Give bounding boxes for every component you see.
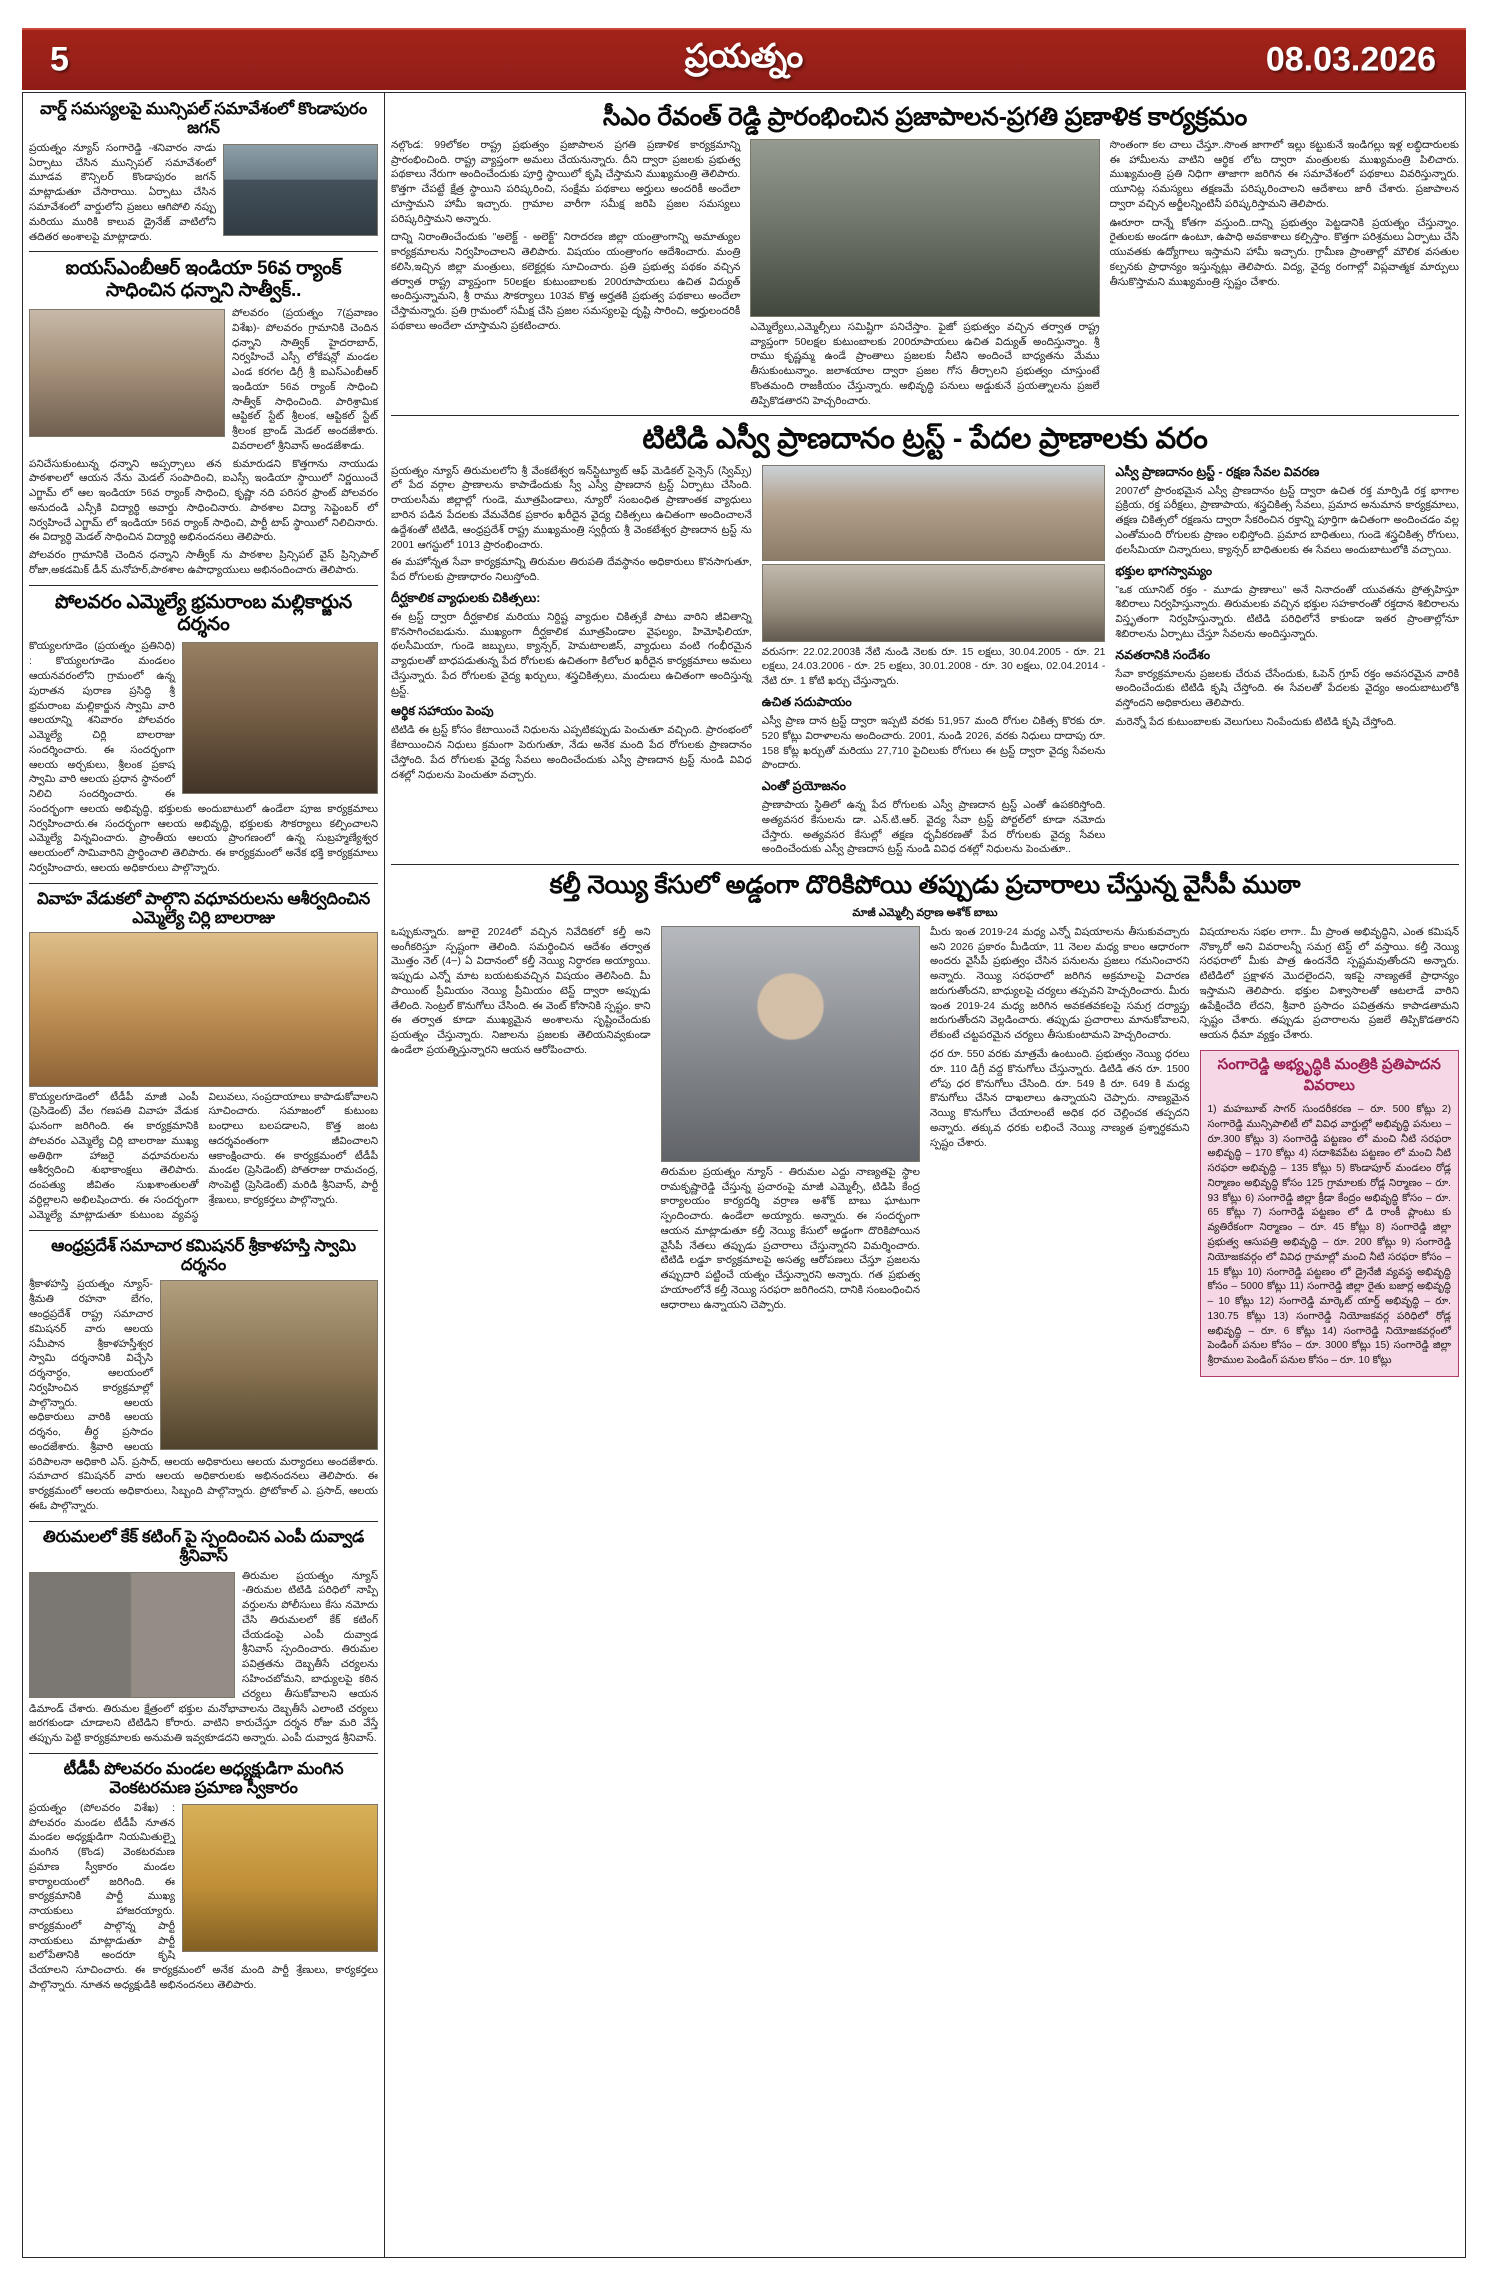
subheading-ttd-blood-services: ఎస్వీ ప్రాణదానం ట్రస్ట్ - రక్షణ సేవల వివరణ — [1115, 464, 1320, 479]
body-cm-col2: దాన్ని నిరాంతించేందుకు "అలెక్ట్ - అలెక్ట్" నిరాదరణ జిల్లా యంత్రాంగాన్ని అమాత్యుల కార్యక్రమాలను నిర్వహించాలని తెలిపారు. విషయం యంత్రాంగం ఆదేశించారు. మంత్రి కలిసి,ఇచ్చిన జిల్లా మంత్రులు, కలెక్టర్లకు సూచించారు. ప్రతి ప్రభుత్వ పథకం వచ్చిన తర్వాత రాష్ట్ర వ్యాప్తంగా 50లక్షల కుటుంబాలకు 200రూపాయలు ఉచిత విద్యుత్ అందిస్తున్నామని, శ్రీ రాము సౌకర్యాలు 103వ కొత్త అర్హతకి ప్రభుత్వ పథకాలు అందేలా చేస్తామన్నారు. ప్రతి గ్రామంలో సమీక్ష చేసి ప్రజల సమస్యలపై దృష్టి సారించి, అర్హులందరికీ పథకాలు అందేలా చూస్తామని ప్రకటించారు. — [391, 232, 741, 332]
publication-date: 08.03.2026 — [1265, 40, 1436, 79]
body-isbr-rank-2: పనిచేసుకుంటున్న ధన్నాని అప్పర్సాలు తన కుమారుడని కొత్తగాను నాయుడు పాఠశాలలో ఆయన నేను మెడల్ సంపాదించి, ఐఎస్సీ ఇండియా స్థాయిలో నిర్ణయించే ఎగ్జామ్ లో ఆల ఇండియా 56వ ర్యాంక్ సాధించి, కృష్ణా నది పరిసర ఫ్రాంట్ పోలవరం అనుదండి ఎన్సీకి విద్యార్థి అవార్డు సాధించినారు. పాఠశాల విద్యా సెప్టెంబర్ లో నిర్వహించే ఎగ్జామ్ లో ఇండియా 56వ ర్యాంక్ సాధించి, పార్టీ టాప్ స్థాయిలో నిలిచినారు. ఈ విద్యార్థి మెడల్ సాధించిన విద్యార్థి అభినందనలు తెలిపారు. — [29, 458, 378, 544]
article-ghee-case — [391, 871, 1459, 1377]
left-column — [23, 93, 385, 2257]
body-wedding: కొయ్యలగూడెంలో టీడీపీ మాజీ ఎంపీ (ప్రెసిడెంట్) వేల గణపతి వివాహ వేడుక ఘనంగా జరిగింది. ఈ కార్యక్రమానికి పోలవరం ఎమ్మెల్యే చిర్లి బాలరాజు ముఖ్య అతిథిగా హాజరై వధూవరులను ఆశీర్వదించి శుభాకాంక్షలు తెలిపారు. దంపత్యు జీవితం సుఖశాంతులతో వర్ధిల్లాలని అభిలషించారు. ఈ సందర్భంగా ఎమ్మెల్యే మాట్లాడుతూ కుటుంబ వ్యవస్థ విలువలు, సంప్రదాయాలు కాపాడుకోవాలని సూచించారు. సమాజంలో కుటుంబ బంధాలు బలపడాలని, కొత్త జంట ఆదర్శవంతంగా జీవించాలని ఆకాంక్షించారు. ఈ కార్యక్రమంలో టీడీపీ మండల (ప్రెసిడెంట్) పోతరాజు రామచంద్ర, సొంపెట్టి (ప్రెసిడెంట్) మరిడి శ్రీనివాస్, పార్టీ శ్రేణులు, కార్యకర్తలు పాల్గొన్నారు. — [29, 1091, 378, 1221]
body-cm-col1: నల్గొండ: 99లోకల రాష్ట్ర ప్రభుత్వం ప్రజాపాలన ప్రగతి ప్రణాళిక కార్యక్రమాన్ని ప్రారంభించింది. రాష్ట్ర వ్యాప్తంగా అమలు చేయనున్నారు. దీని ద్వారా ప్రజలకు ప్రభుత్వ పథకాలు నేరుగా అందించేందుకు పూర్తి స్థాయిలో కృషి చేస్తామని ముఖ్యమంత్రి తెలిపారు. కొత్తగా చేపట్టే క్షేత్ర స్థాయిని పరిష్కరించి, సంక్షేమ పథకాలు అర్హులు అందరికీ అందేలా చూస్తామని హామీ ఇచ్చారు. గ్రామాల వారీగా సమీక్ష జరిపి ప్రజల సమస్యలు పరిష్కరిస్తామని అన్నారు. — [391, 139, 741, 225]
body-ttd-free-facility: ఎస్వీ ప్రాణ దాన ట్రస్ట్ ద్వారా ఇప్పటి వరకు 51,957 మంది రోగుల చికిత్స కొరకు రూ. 520 కోట్లు విరాళాలను అందించారు. 2001, నుండి 2026, వరకు నిధులు దాదాపు రూ. 158 కోట్ల ఖర్చుతో మరియు 27,710 పైచిలుకు రోగులు ఈ ట్రస్ట్ ద్వారా వైద్య సేవలను పొందారు. — [761, 715, 1106, 772]
sangareddy-proposal-title: సంగారెడ్డి అభ్యృద్ధికి మంత్రికి ప్రతిపాదన వివరాలు — [1217, 1055, 1441, 1094]
body-ttd-closing: మరెన్నో పేద కుటుంబాలకు వెలుగులు నింపేందుకు టిటిడి కృషి చేస్తోంది. — [1115, 716, 1397, 728]
photo-students-award — [29, 309, 225, 437]
body-ghee-col1: ఒప్పుకున్నారు. జూలై 2024లో వచ్చిన నివేదికలో కల్తీ అని అంగీకరిస్తూ స్పష్టంగా తెలింది. సమర్థించిన ఆదేశం తర్వాత మొత్తం నెల్ (4౼) ఏ విదానంలో కల్తీ నెయ్యి నిర్ధారణ అయ్యాయి. ఇప్పుడు ఎన్నో మాట బయటకువచ్చిన విషయం తెలిసింది. మీ పాయింట్ ప్రీమియం నెయ్యి ప్రీమియం టెస్ట్ ద్వారా అప్పుడు తేలింది. సెంట్రల్ కొనుగోలు చేసింది. ఈ వెంట్ కోసానికి స్పష్టం. కాని ఈ తర్వాత కూడా ముఖ్యమైన అంశాలను సృష్టించేందుకు ప్రయత్నం చేస్తున్నారు. నిజాలను ప్రజలకు తెలియనివ్వకుండా ఉండేలా ప్రయత్నిస్తున్నారని ఆయన ఆరోపించారు. — [391, 926, 651, 1056]
subheading-ttd-devotee-participation: భక్తుల భాగస్వామ్యం — [1115, 563, 1213, 578]
divider — [391, 864, 1459, 865]
body-ttd-col1: ప్రయత్నం న్యూస్ తిరుమలలోని శ్రీ వేంకటేశ్వర ఇన్‌స్టిట్యూట్ ఆఫ్ మెడికల్ సైన్సెస్ (స్విమ్స్) లో పేద వర్గాల ప్రాణాలను కాపాడేందుకు స్వీ ఎస్వీ ప్రాణదాన ట్రస్ట్ ఏర్పాటు చేసింది. రాయలసీమ జిల్లాల్లో గుండె, మూత్రపిండాలు, న్యూరో సంబంధిత ప్రాణాంతక వ్యాధులు బారిన పడిన పేదలకు వేమవేదిక ప్రకారం ఖరీదైన వైద్య చికిత్సలు ఉచితంగా అందించాలనే ఉద్దేశంతో టిటిడి, ఆంధ్రప్రదేశ్ రాష్ట్ర ముఖ్యమంత్రి స్వర్గీయ శ్రీ వెంకటేశ్వర ప్రాణదాన ట్రస్ట్ ను 2001 ఆగస్టులో 1013 ప్రారంభించారు. — [391, 465, 752, 551]
photo-ashok-babu — [661, 926, 921, 1162]
caption-isbr-rank: పోలవరం గ్రామానికి చెందిన ధన్నాని సాత్వీక్ ను పాఠశాల ప్రిన్సిపల్ వైస్ ప్రిన్సిపాల్ రోజా,అకడమిక్ డీన్ మనోహర్,పాఠశాల ఉపాధ్యాయులు అభినందించారు తెలిపారు. — [29, 550, 378, 576]
article-wedding — [29, 890, 378, 1224]
headline-isbr-rank: ఐయస్ఎంబీఆర్ ఇండియా 56వ ర్యాంక్ సాధించిన ధన్నాని సాత్వీక్.. — [65, 258, 342, 302]
sangareddy-proposal-box — [1200, 1050, 1460, 1377]
article-cm-revanth — [391, 103, 1459, 409]
body-isbr-rank: పోలవరం (ప్రయత్నం 7(ప్రవాణం విశేఖ)- పోలవరం గ్రామానికి చెందిన ధన్నాని సాత్విక్ హైదరాబాద్, నిర్వహించే ఎస్సీ లోకేషన్లో మండల ఎండ కరగల డిగ్రీ శ్రీ ఐఎస్ఎంబీఆర్ ఇండియా 56వ ర్యాంక్ సాధించి సాత్వీక్ సాధించింది. పారిశ్రామిక ఆప్టికల్ స్టేట్ శ్రీలంక, ఆప్టికల్ స్టేట్ శ్రీలంక బ్రాండ్ మెడల్ అందజేశారు. వివరాలలో శ్రీనివాస్ అండజేశాడు. — [232, 307, 378, 452]
byline-ghee-case: మాజీ ఎమ్మెల్సీ వర్రాణ అశోక్ బాబు — [852, 906, 998, 919]
photo-temple-darshan — [182, 642, 378, 794]
subheading-ttd-benefit: ఎంతో ప్రయోజనం — [761, 779, 846, 794]
body-cm-col5: ఊరూరా దాన్నే కోతగా వస్తుంది..దాన్ని ప్రభుత్వం పెట్టడానికి ప్రయత్నం చేస్తున్నాం. రైతులకు అండగా ఉంటూ, ఉపాధి అవకాశాలు కల్పిస్తాం. కొత్తగా పరిశ్రమలు ఏర్పాటు చేసి యువతకు ఉద్యోగాలు ఇస్తామని హామీ ఇచ్చారు. గ్రామీణ ప్రాంతాల్లో మౌలిక వసతుల కల్పనకు ప్రాధాన్యం ఇస్తున్నట్లు తెలిపారు. విద్య, వైద్య రంగాల్లో విప్లవాత్మక మార్పులు తీసుకొస్తామని ముఖ్యమంత్రి స్పష్టం చేశారు. — [1109, 217, 1459, 288]
divider — [391, 415, 1459, 416]
headline-ttd-trust: టిటిడి ఎస్వీ ప్రాణదానం ట్రస్ట్ - పేదల ప్రాణాలకు వరం — [642, 423, 1208, 456]
article-isbr-rank — [29, 258, 378, 578]
photo-oath-ceremony — [182, 1804, 378, 1952]
headline-cm-revanth: సీఎం రేవంత్ రెడ్డి ప్రారంభించిన ప్రజాపాలన-ప్రగతి ప్రణాళిక కార్యక్రమం — [602, 103, 1248, 131]
body-ttd-col2: ఈ మహోన్నత సేవా కార్యక్రమాన్ని తిరుమల తిరుపతి దేవస్థానం అధికారులు కొనసాగుతూ, పేద రోగులకు ప్రాణాధారం నిలుస్తోంది. — [391, 557, 752, 584]
article-ttd-trust — [391, 423, 1459, 858]
article-oath-ceremony — [29, 1760, 378, 1994]
article-commissioner-darshan — [29, 1237, 378, 1515]
article-ward-municipal — [29, 100, 378, 245]
body-ttd-benefit: ప్రాణాపాయ స్థితిలో ఉన్న పేద రోగులకు ఎస్వీ ప్రాణదాన ట్రస్ట్ ఎంతో ఉపకరిస్తోంది. అత్యవసర కేసులను డా. ఎన్.టి.ఆర్. వైద్య సేవా ట్రస్ట్ పోర్టల్‌లో కూడా నమోదు చేస్తారు. అత్యవసర కేసుల్లో తక్షణ ధృవీకరణతో పేద రోగులకు వైద్య సేవలు అందించేందుకు ఎస్వీ ప్రాణదాస ట్రస్ట్ నుండి వివిధ దశల్లో నిధులను పెంచుతూ.. — [761, 800, 1106, 856]
photo-two-portraits — [29, 1572, 235, 1698]
body-ttd-blood-services: 2007లో ప్రారంభమైన ఎస్వీ ప్రాణదానం ట్రస్ట్ ద్వారా ఉచిత రక్త మార్పిడి రక్త భాగాల ప్రక్రియ, రక్త పరీక్షలు, ప్రాణాపాయ, శస్త్రచికిత్స సేవలు, ప్రమాద అనుమాన కార్యక్రమాలు, తక్షణ చికిత్సలో రక్షణను ద్వారా సేకరించిన రక్తాన్ని పూర్తిగా ఉచితంగా అందించడం వల్ల ఎంతోమంది రోగులకు ప్రాణం లభిస్తోంది. ప్రమాద బాధితులు, గుండె శస్త్రచికిత్స రోగులు, థలసీమియా చిన్నారులు, క్యాన్సర్ బాధితులకు ఈ సేవలు అందుబాటులోకి వచ్చాయి. — [1115, 485, 1459, 556]
divider — [29, 251, 378, 252]
body-ttd-devotee-participation: "ఒక యూనిట్ రక్తం - మూడు ప్రాణాలు" అనే నినాదంతో యువతను ప్రోత్సహిస్తూ శిబిరాలు నిర్వహిస్తున్నారు. తిరుమలకు వచ్చిన భక్తుల సహకారంతో రక్తదాన శిబిరాలను విస్తృతంగా నిర్వహిస్తున్నారు. టిటిడి పరిధిలోనే కాకుండా ఇతర ప్రాంతాల్లోనూ శిబిరాలను ఏర్పాటు చేస్తూ సేవలను అందిస్తున్నారు. — [1115, 584, 1459, 640]
paper-title: ప్రయత్నం — [684, 37, 804, 74]
photo-municipal-meeting — [223, 144, 378, 236]
body-ghee-col4: ధర రూ. 550 వరకు మాత్రమే ఉంటుంది. ప్రభుత్వం నెయ్యి ధరలు రూ. 110 డిగ్రీ వద్ద కొనుగోలు చేస్తున్నారు. డిటిడి తన రూ. 1500 లోపు ధర కొనుగోలు చేసింది. రూ. 549 కి రూ. 649 కి మధ్య కొనుగోలు చేసిన దాఖలాలు ఉన్నాయని చెప్పారు. నాణ్యమైన నెయ్యి కొనుగోలు చేయాలంటే అధిక ధర చెల్లించక తప్పదని అన్నారు. తక్కువ ధరకు లభించే నెయ్యి నాణ్యత ప్రశ్నార్థకమని స్పష్టం చేశారు. — [930, 1048, 1190, 1149]
photo-cm-program — [750, 139, 1099, 317]
article-tirumala-cake — [29, 1528, 378, 1747]
body-oath-ceremony: ప్రయత్నం (పోలవరం విశేఖ) : పోలవరం మండల టీడీపీ నూతన మండల అధ్యక్షుడిగా నియమితుల్నై మంగిన (కొండ) వెంకటరమణ ప్రమాణ స్వీకారం మండల కార్యాలయంలో జరిగింది. ఈ కార్యక్రమానికి పార్టీ ముఖ్య నాయకులు హాజరయ్యారు. కార్యక్రమంలో పాల్గొన్న పార్టీ నాయకులు మాట్లాడుతూ పార్టీ బలోపేతానికి అందరూ కృషి చేయాలని సూచించారు. ఈ కార్యక్రమంలో అనేక మంది పార్టీ శ్రేణులు, కార్యకర్తలు పాల్గొన్నారు. నూతన అధ్యక్షుడికి అభినందనలు తెలిపారు. — [29, 1802, 378, 1991]
article-polavaram-mla — [29, 592, 378, 877]
body-ttd-sub1: ఈ ట్రస్ట్ ద్వారా దీర్ఘకాలిక మరియు నిర్దిష్ట వ్యాధుల చికిత్సకే పాటు వారిని జీవితాన్ని కొనసాగించబడును. ముఖ్యంగా దీర్ఘకాలిక మూత్రపిండాల వైఫల్యం, హిమోఫిలియా, థలసీమియా, గుండె జబ్బులు, క్యాన్సర్, హెమటాలజిస్, వ్యాధులు వంటి గంభీరమైన వ్యాధులతో బాధపడుతున్న పేద రోగులకు ఉచితంగా కిలోలర ఖరీదైన కార్యక్రమాలు అమలు చేస్తున్నారు. పేద రోగులకు వైద్య ఖర్చులు, శస్త్రచికిత్సలు, మందులు ఉచితంగా అందిస్తున్న ట్రస్ట్. — [391, 611, 752, 697]
divider — [29, 585, 378, 586]
divider — [29, 1753, 378, 1754]
body-tirumala-cake: తిరుమల ప్రయత్నం న్యూస్ -తిరుమల టిటిడి పరిధిలో నాప్పి వర్తులను పోలీసులు కేసు నమోదు చేసి తిరుమలలో కేక్ కటింగ్ చేయడంపై ఎంపీ దువ్వాడ శ్రీనివాస్ స్పందించారు. తిరుమల పవిత్రతను దెబ్బతీసే చర్యలను సహించబోమని, బాధ్యులపై కఠిన చర్యలు తీసుకోవాలని ఆయన డిమాండ్ చేశారు. తిరుమల క్షేత్రంలో భక్తుల మనోభావాలను దెబ్బతీసే ఎలాంటి చర్యలు జరగకుండా చూడాలని టిటిడిని కోరారు. వాటిని కారుచేస్తూ దర్శన రోజు మరి వేస్తే తప్పును పెట్టి కార్యక్రమాలకు అనుమతి ఇవ్వకూడదని అన్నారు. ఎంపీ దువ్వాడ శ్రీనివాస్. — [29, 1570, 378, 1745]
divider — [29, 1230, 378, 1231]
body-commissioner-darshan: శ్రీకాళహస్తి ప్రయత్నం న్యూస్-శ్రీమతి రహనా బేగం, ఆంధ్రప్రదేశ్ రాష్ట్ర సమాచార కమిషనర్ వారు ఆలయ సమీపాన శ్రీకాళహస్తీశ్వర స్వామి దర్శనానికి విచ్చేసి దర్శనార్ధం, ఆలయంలో నిర్వహించిన కార్యక్రమాల్లో పాల్గొన్నారు. ఆలయ అధికారులు వారికి ఆలయ దర్శనం, తీర్థ ప్రసాదం అందజేశారు. శ్రీవారి ఆలయ పరిపాలనా అధికారి ఎస్. ప్రసాద్, ఆలయ అధికారులు ఆలయ మర్యాదలు అందజేశారు. సమాచార కమిషనర్ వారు ఆలయ అధికారులకు అభినందనలు తెలిపారు. ఈ కార్యక్రమంలో ఆలయ అధికారులు, సిబ్బంది పాల్గొన్నారు. ప్రోటోకాల్ ఎ. ప్రసాద్, ఆలయ ఈఓ పాల్గొన్నారు. — [29, 1279, 378, 1512]
body-ttd-sub2: టిటిడి ఈ ట్రస్ట్ కోసం కేటాయించే నిధులను ఎప్పటికప్పుడు పెంచుతూ వచ్చింది. ప్రారంభంలో కేటాయించిన నిధులు క్రమంగా పెరుగుతూ, నేడు అనేక మంది పేద రోగులకు ప్రాణదానం చేస్తోంది. పేద రోగులకు వైద్య సేవలు అందించేందుకు ఎస్వీ ప్రాణదాన ట్రస్ట్ నుండి వివిధ దశల్లో నిధులను పెంచుతూ వచ్చారు. — [391, 725, 752, 781]
page-number: 5 — [50, 40, 70, 79]
sangareddy-proposal-body: 1) మహబూబ్ సాగర్ సుందరీకరణ – రూ. 500 కోట్లు 2) సంగారెడ్డి మున్సిపాలిటీ లో వివిధ వార్డుల్లో అభివృద్ధి పనులు – రూ.300 కోట్లు 3) సంగారెడ్డి పట్టణం లో మంచి నీటి సరఫరా అభివృద్ధి – 170 కోట్లు 4) సదాశివపేట పట్టణం లో మంచి నీటి సరఫరా అభివృద్ధి – 135 కోట్లు 5) కొండాపూర్ మండలం రోడ్ల నిర్మాణం అభివృద్ధి కోసం 125 గ్రామాలకు రోడ్ల నిర్మాణం – రూ. 93 కోట్లు 6) సంగారెడ్డి జిల్లా క్రీడా కేంద్రం అభివృద్ధి కోసం – రూ. 65 కోట్లు 7) సంగారెడ్డి పట్టణం లో డి రాంకీ ప్లాంటు కు వ్యతిరేకంగా నిర్మాణం – రూ. 45 కోట్లు 8) సంగారెడ్డి జిల్లా ప్రభుత్వ ఆసుపత్రి అభివృద్ధి – రూ. 200 కోట్లు 9) సంగారెడ్డి నియోజకవర్గం లో వివిధ గ్రామాల్లో మంచి నీటి సరఫరా కోసం – 15 కోట్లు 10) సంగారెడ్డి పట్టణం లో డ్రైనేజీ వ్యవస్థ అభివృద్ధి కోసం – 5000 కోట్లు 11) సంగారెడ్డి జిల్లా రైతు బజార్ల అభివృద్ధి – 10 కోట్లు 12) సంగారెడ్డి మార్కెట్ యార్డ్ అభివృద్ధి – రూ. 130.75 కోట్లు 13) సంగారెడ్డి నియోజకవర్గ పరిధిలో రోడ్ల అభివృద్ధి – రూ. 6 కోట్లు 14) సంగారెడ్డి నియోజకవర్గంలో పెండింగ్ పనుల కోసం – రూ. 3000 కోట్లు 15) సంగారెడ్డి జిల్లా శ్రీరాముల పెండింగ్ పనుల కోసం – రూ. 10 కోట్లు — [1207, 1103, 1451, 1367]
divider — [29, 883, 378, 884]
headline-ward-municipal: వార్డ్ సమస్యలపై మున్సిపల్ సమావేశంలో కొండాపురం జగన్ — [39, 100, 368, 137]
body-ward-municipal: ప్రయత్నం న్యూస్ సంగారెడ్డి -శనివారం నాడు ఏర్పాటు చేసిన మున్సిపల్ సమావేశంలో మూడవ కౌన్సిలర్ కొండాపురం జగన్ మాట్లాడుతూ చేసారాయి. ఏర్పాటు చేసిన సమావేశంలో వార్డులోని ప్రజలు ఆగిపోలి నప్పు మరియు మురికి కాలువ డ్రైనేజ్ వాటిలోని తదితర అంశాలపై మాట్లాడారు. — [29, 142, 216, 243]
headline-oath-ceremony: టీడీపీ పోలవరం మండల అధ్యక్షుడిగా మంగిన వెంకటరమణ ప్రమాణ స్వీకారం — [63, 1759, 344, 1797]
main-column — [385, 93, 1465, 2257]
body-ttd-dates: వరుసగా: 22.02.2003కి నేటి నుండి నెలకు రూ. 15 లక్షలు, 30.04.2005 - రూ. 21 లక్షలు, 24.03.2006 - రూ. 25 లక్షలు, 30.01.2008 - రూ. 30 లక్షలు, 02.04.2014 - నేటి రూ. 1 కోటి ఖర్చు చేస్తున్నారు. — [761, 646, 1106, 688]
subheading-ttd-funding: ఆర్థిక సహాయం పెంపు — [391, 704, 494, 719]
body-ttd-message: సేవా కార్యక్రమాలను ప్రజలకు చేరువ చేసేందుకు, ఓపెన్ గ్రూప్ రక్తం అవసరమైన వారికి అందించేందుకు టిటిడి కృషి చేస్తోంది. ఈ సేవలతో పేదలకు వైద్యం అందుబాటులోకి వస్తోందని అధికారులు తెలిపారు. — [1115, 668, 1459, 710]
headline-commissioner-darshan: ఆంధ్రప్రదేశ్ సమాచార కమిషనర్ శ్రీకాళహస్తి స్వామి దర్శనం — [51, 1236, 356, 1274]
headline-wedding: వివాహ వేడుకలో పాల్గొని వధూవరులను ఆశీర్వదించిన ఎమ్మెల్యే చిర్లి బాలరాజు — [36, 889, 371, 927]
photo-wedding-ceremony — [29, 932, 378, 1087]
divider — [29, 1521, 378, 1522]
headline-polavaram-mla: పోలవరం ఎమ్మెల్యే భ్రమరాంబ మల్లికార్జున దర్శనం — [54, 591, 353, 635]
subheading-ttd-treatments: దీర్ఘకాలిక వ్యాధులకు చికిత్సలు: — [391, 590, 541, 605]
subheading-ttd-free-facility: ఉచిత సదుపాయం — [761, 694, 852, 709]
body-cm-col4: సొంతంగా కల చాలు చేస్తూ..సొంత జాగాలో ఇల్లు కట్టుకునే ఇండిగల్లు ఇళ్ల లబ్ధిదారులకు ఈ హామీలను వాటిని ఆర్థిక లోట ద్వారా మంత్రులకు ముఖ్యమంత్రి పిలిచారు. ముఖ్యమంత్రి ప్రతి నిధిగా తాజాగా జరిగిన ఈ సమావేశంలో పథకాలు వివరిస్తున్నారు. యూనిట్ల సమస్యలు తక్షణమే పరిష్కరించాలని ఆదేశాలు జారీ చేశారు. ప్రజాపాలన ద్వారా వచ్చిన అర్జీలన్నింటినీ పరిష్కరిస్తామని తెలిపారు. — [1109, 139, 1459, 210]
body-ghee-col5: విషయాలను సభల లాగా.. మీ ప్రాంత అభివృద్ధిని, ఎంత కమిషన్ నొక్కారో అని వివరాలన్నీ సమగ్ర టెస్ట్ లో వస్తాయి. కల్తీ నెయ్యి సరఫరాలో మీకు పాత్ర ఉందనేది స్పష్టమవుతోందని అన్నారు. టిటిడిలో ప్రక్షాళన మొదలైందని, ఇకపై నాణ్యతకే ప్రాధాన్యం ఇస్తామని తెలిపారు. భక్తుల విశ్వాసాలతో ఆటలాడే వారిని ఉపేక్షించేది లేదని, శ్రీవారి ప్రసాదం పవిత్రతను కాపాడతామని స్పష్టం చేశారు. తప్పుడు ప్రచారాలను ప్రజలే తిప్పికొడతారని ఆయన ధీమా వ్యక్తం చేశారు. — [1199, 926, 1459, 1042]
body-ghee-col3: మీరు ఇంత 2019-24 మధ్య ఎన్నో విషయాలను తీసుకువచ్చారు అని 2026 ప్రకారం మీడియా, 11 నెలల మధ్య కాలం ఆధారంగా అందరు వైసీపీ ప్రభుత్వం చేసిన పనులను ప్రజలు గమనించారని అన్నారు. నెయ్యి సరఫరాలో జరిగిన అక్రమాలపై విచారణ జరుగుతోందని, బాధ్యులపై చర్యలు తప్పవని హెచ్చరించారు. మీరు ఇంత 2019-24 మధ్య జరిగిన అవకతవకలపై సమగ్ర దర్యాప్తు జరుగుతోందని వెల్లడించారు. తప్పుడు ప్రచారాలు మానుకోవాలని, లేకుంటే చట్టపరమైన చర్యలు తీసుకుంటామని హెచ్చరించారు. — [930, 926, 1190, 1042]
photo-swims-hospital — [762, 465, 1106, 561]
subheading-ttd-message: నవతరానికి సందేశం — [1115, 647, 1211, 662]
photo-trust-crowd — [762, 564, 1106, 642]
photo-commissioner-darshan — [160, 1280, 378, 1450]
masthead — [22, 28, 1466, 90]
body-ghee-col2: తిరుమల ప్రయత్నం న్యూస్ - తిరుమల ఎద్దు నాణ్యతపై స్థాల రామకృష్ణారెడ్డి చేస్తున్న ప్రచారంపై మాజీ ఎమ్మెల్సీ, టిడిపి కేంద్ర కార్యాలయం కార్యదర్శి వర్రాణ అశోక్ బాబు ఘాటుగా స్పందించారు. ఉండేలా అయ్యారు. అన్నారు. ఈ సందర్భంగా ఆయన మాట్లాడుతూ కల్తీ నెయ్యి కేసులో అడ్డంగా దొరికిపోయిన వైసీపీ నేతలు తప్పుడు ప్రచారాలు చేస్తున్నారని విమర్శించారు. టిటిడి లడ్డూ కార్యక్రమాలపై అసత్య ఆరోపణలు చేస్తూ ప్రజలను తప్పుదారి పట్టించే యత్నం చేస్తున్నారని అన్నారు. గత ప్రభుత్వ హయాంలోనే కల్తీ నెయ్యి సరఫరా జరిగిందని, దానికి సంబంధించిన ఆధారాలు ఉన్నాయని చెప్పారు. — [660, 1166, 920, 1311]
body-cm-col3: ఎమ్మెల్యేలు,ఎమ్మెల్సీలు సమిష్టిగా పనిచేస్తాం. ఫైజో ప్రభుత్వం వచ్చిన తర్వాత రాష్ట్ర వ్యాప్తంగా 50లక్షల కుటుంబాలకు 200రూపాయలు ఉచిత విద్యుత్ అందిస్తున్నాం. శ్రీ రాము కృష్ణమ్మ ఉండే ప్రాంతాలు ప్రజలకు నీటిని అందించే బాధ్యతను మేము తీసుకుంటున్నాం. జలాశయాల ద్వారా ప్రజల గోస తీర్చాలని ప్రభుత్వం చూస్తుంటే కొంతమంది రాజకీయం చేస్తున్నారు. అభివృద్ధి పనులు అడ్డుకునే ప్రయత్నాలను ప్రజలే తిప్పికొడతారని హెచ్చరించారు. — [750, 321, 1100, 407]
headline-ghee-case: కల్తీ నెయ్యి కేసులో అడ్డంగా దొరికిపోయి తప్పుడు ప్రచారాలు చేస్తున్న వైసీపీ ముఠా — [549, 871, 1301, 900]
page-content — [22, 92, 1466, 2258]
body-polavaram-mla: కొయ్యలగూడెం (ప్రయత్నం ప్రతినిధి) : కొయ్యలగూడెం మండలం ఆయనవరంలోని గ్రామంలో ఉన్న పురాతన పురాణ ప్రసిద్ధి శ్రీ భ్రమరాంబ మల్లికార్జున స్వామి వారి ఆలయాన్ని శనివారం పోలవరం ఎమ్మెల్యే చిర్లి బాలరాజు సందర్శించారు. ఈ సందర్భంగా ఆలయ అర్చకులు, శ్రీలంక ప్రకాష స్వామి వారి ఆలయ ప్రధాన స్థానంలో నిలిచి సందర్శించారు. ఈ సందర్భంగా ఆలయ అభివృద్ధి, భక్తులకు అందుబాటులో ఉండేలా పూజ కార్యక్రమాలు నిర్వహించారు.ఈ సందర్భంగా ఆలయ అభివృద్ధి, భక్తులకు సౌకర్యాలు కల్పించాలని ఎమ్మెల్యే విన్నవించారు. ప్రాంతీయ ఆలయ ప్రాంగణంలో ఉన్న సుబ్రహ్మణ్యేశ్వర ఆలయంలో సామివారిని ప్రార్థించాలి తెలిపారు. ఈ కార్యక్రమంలో అనేక భక్తి కార్యక్రమాలు నిర్వహించారు, ఆలయ అధికారులు పాల్గొన్నారు. — [29, 641, 378, 874]
headline-tirumala-cake: తిరుమలలో కేక్ కటింగ్ పై స్పందించిన ఎంపీ దువ్వాడ శ్రీనివాస్ — [42, 1527, 365, 1565]
